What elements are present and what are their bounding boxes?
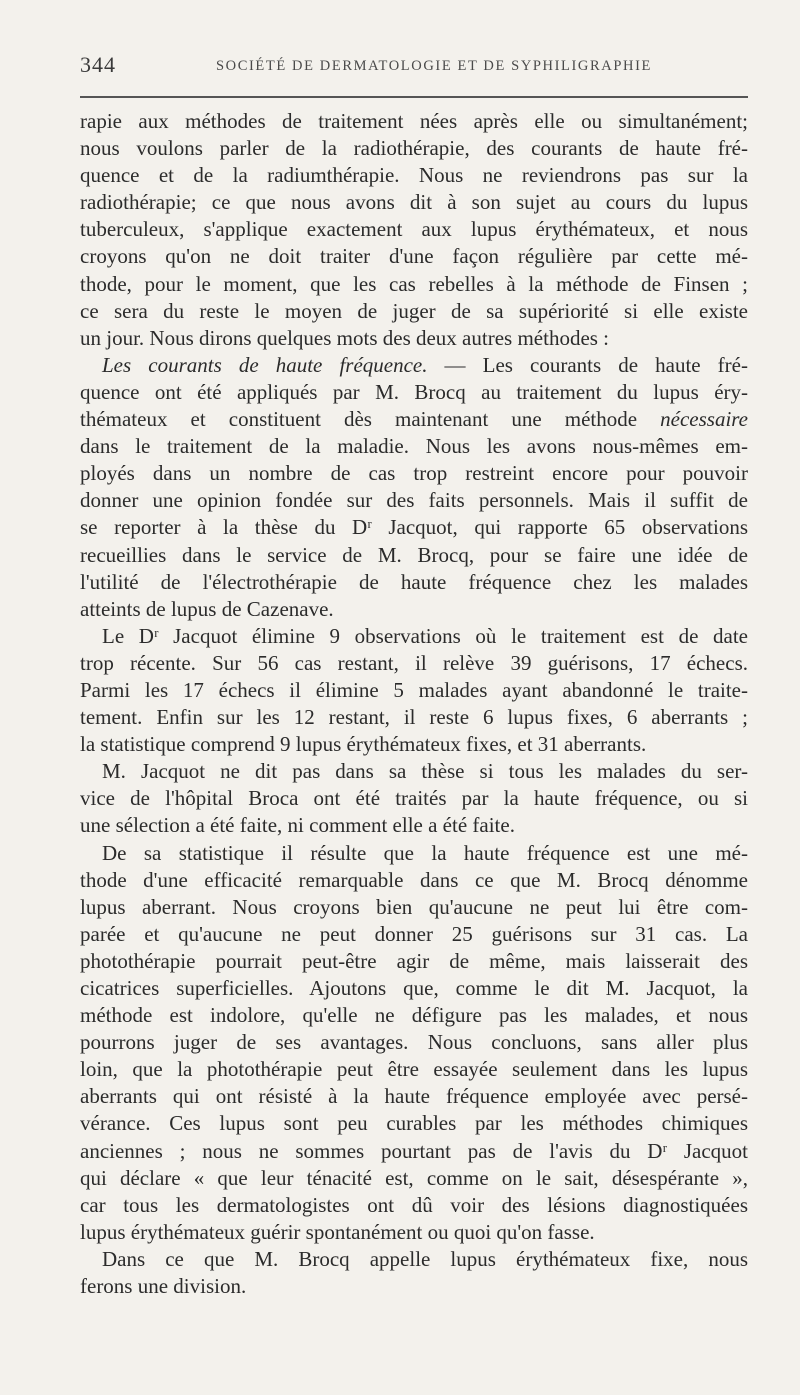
text-line — [80, 1110, 748, 1137]
running-head — [80, 52, 748, 82]
section-heading-italic: Les courants de haute fréquence. — [102, 352, 428, 377]
line-text: — Les courants de haute fré- — [427, 352, 748, 377]
text-line — [80, 677, 748, 704]
line-text: dans le traitement de la maladie. Nous les avons nous-mêmes em- — [80, 434, 748, 459]
text-line — [80, 867, 748, 894]
text-line — [80, 1219, 748, 1246]
line-text: M. Jacquot ne dit pas dans sa thèse si tous les malades du ser- — [102, 759, 748, 784]
page-number: 344 — [80, 52, 116, 77]
line-text: aberrants qui ont résisté à la haute fréquence employée avec persé- — [80, 1084, 748, 1109]
text-line — [80, 623, 748, 650]
line-text: parée et qu'aucune ne peut donner 25 guérisons sur 31 cas. La — [80, 921, 748, 946]
text-line — [80, 569, 748, 596]
line-text: recueillies dans le service de M. Brocq, pour se faire une idée de — [80, 542, 748, 567]
line-text: la statistique comprend 9 lupus érythémateux fixes, et 31 aberrants. — [80, 732, 647, 757]
line-text: une sélection a été faite, ni comment elle a été faite. — [80, 813, 515, 838]
text-line — [80, 271, 748, 298]
text-line — [80, 325, 748, 352]
text-line — [80, 921, 748, 948]
line-text: rapie aux méthodes de traitement nées après elle ou simultanément; — [80, 109, 748, 133]
line-text: Le Dʳ Jacquot élimine 9 observations où le traitement est de date — [102, 623, 748, 648]
line-text: croyons qu'on ne doit traiter d'une façon régulière par cette mé- — [80, 244, 748, 269]
line-text: De sa statistique il résulte que la haute fréquence est une mé- — [102, 840, 748, 865]
text-line — [80, 1002, 748, 1029]
line-text: photothérapie pourrait peut-être agir de même, mais laisserait des — [80, 948, 748, 973]
line-text: cicatrices superficielles. Ajoutons que, comme le dit M. Jacquot, la — [80, 976, 748, 1000]
line-text: loin, que la photothérapie peut être essayée seulement dans les lupus — [80, 1057, 748, 1082]
text-line — [80, 243, 748, 270]
text-line — [80, 1165, 748, 1192]
line-text: l'utilité de l'électrothérapie de haute fréquence chez les malades — [80, 569, 748, 594]
line-text: pourrons juger de ses avantages. Nous concluons, sans aller plus — [80, 1030, 748, 1055]
text-line — [80, 379, 748, 406]
line-text: méthode est indolore, qu'elle ne défigure pas les malades, et nous — [80, 1003, 748, 1028]
text-line — [80, 1192, 748, 1219]
text-line — [80, 704, 748, 731]
text-line — [80, 650, 748, 677]
text-line — [80, 108, 748, 135]
line-text: ployés dans un nombre de cas trop restreint encore pour pouvoir — [80, 461, 748, 486]
text-line — [80, 812, 748, 839]
line-text: quence ont été appliqués par M. Brocq au traitement du lupus éry- — [80, 379, 748, 404]
line-text: Dans ce que M. Brocq appelle lupus érythémateux fixe, nous — [102, 1246, 748, 1271]
text-line — [80, 596, 748, 623]
line-text: se reporter à la thèse du Dʳ Jacquot, qui rapporte 65 observations — [80, 515, 748, 540]
line-text: vice de l'hôpital Broca ont été traités par la haute fréquence, ou si — [80, 786, 748, 811]
line-text: thode d'une efficacité remarquable dans ce que M. Brocq dénomme — [80, 867, 748, 892]
line-text: lupus aberrant. Nous croyons bien qu'aucune ne peut lui être com- — [80, 894, 748, 919]
line-text: quence et de la radiumthérapie. Nous ne reviendrons pas sur la — [80, 163, 748, 188]
text-line — [80, 894, 748, 921]
text-line — [80, 514, 748, 541]
text-line — [80, 162, 748, 189]
text-line — [80, 975, 748, 1002]
text-line — [80, 352, 748, 379]
text-line — [80, 433, 748, 460]
line-text: anciennes ; nous ne sommes pourtant pas de l'avis du Dʳ Jacquot — [80, 1138, 748, 1163]
line-text: nous voulons parler de la radiothérapie, des courants de haute fré- — [80, 136, 748, 161]
line-text: trop récente. Sur 56 cas restant, il relève 39 guérisons, 17 échecs. — [80, 650, 748, 675]
line-text: lupus érythémateux guérir spontanément ou quoi qu'on fasse. — [80, 1219, 595, 1244]
line-text: thode, pour le moment, que les cas rebelles à la méthode de Finsen ; — [80, 271, 748, 296]
text-line — [80, 189, 748, 216]
text-line — [80, 1029, 748, 1056]
line-text: atteints de lupus de Cazenave. — [80, 596, 334, 621]
line-text: un jour. Nous dirons quelques mots des deux autres méthodes : — [80, 325, 610, 350]
line-text: thémateux et constituent dès maintenant une méthode — [80, 407, 661, 432]
body-text — [80, 108, 748, 1300]
line-text: qui déclare « que leur ténacité est, comme on le sait, désespérante », — [80, 1165, 748, 1190]
text-line — [80, 406, 748, 433]
line-text: car tous les dermatologistes ont dû voir des lésions diagnostiquées — [80, 1192, 748, 1217]
line-text: ferons une division. — [80, 1274, 247, 1299]
emphasis-italic: nécessaire — [660, 407, 748, 432]
line-text: Parmi les 17 échecs il élimine 5 malades ayant abandonné le traite- — [80, 677, 748, 702]
text-line — [80, 487, 748, 514]
line-text: radiothérapie; ce que nous avons dit à son sujet au cours du lupus — [80, 190, 748, 215]
text-line — [80, 840, 748, 867]
line-text: tuberculeux, s'applique exactement aux lupus érythémateux, et nous — [80, 217, 748, 242]
text-line — [80, 460, 748, 487]
text-line — [80, 135, 748, 162]
text-line — [80, 785, 748, 812]
text-line — [80, 216, 748, 243]
line-text: tement. Enfin sur les 12 restant, il reste 6 lupus fixes, 6 aberrants ; — [80, 705, 748, 730]
text-line — [80, 298, 748, 325]
running-title: SOCIÉTÉ DE DERMATOLOGIE ET DE SYPHILIGRAPHIE — [216, 58, 652, 74]
text-line — [80, 731, 748, 758]
text-line — [80, 758, 748, 785]
text-line — [80, 542, 748, 569]
header-rule — [80, 96, 748, 98]
line-text: ce sera du reste le moyen de juger de sa supériorité si elle existe — [80, 298, 748, 323]
text-line — [80, 948, 748, 975]
text-line — [80, 1273, 748, 1300]
line-text: vérance. Ces lupus sont peu curables par les méthodes chimiques — [80, 1111, 748, 1136]
text-line — [80, 1246, 748, 1273]
text-line — [80, 1083, 748, 1110]
text-line — [80, 1138, 748, 1165]
text-line — [80, 1056, 748, 1083]
line-text: donner une opinion fondée sur des faits personnels. Mais il suffit de — [80, 488, 748, 513]
